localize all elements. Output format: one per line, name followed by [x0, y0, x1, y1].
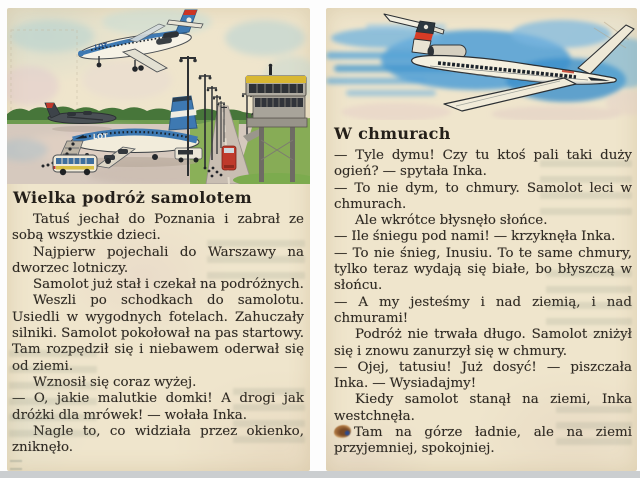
story-text-right [326, 148, 637, 458]
paragraph: — To nie śnieg, Inusiu. To te same chmury, tylko teraz wydają się białe, bo błyszczą w słońcu. [334, 245, 632, 294]
paragraph: — A my jesteśmy i nad ziemią, i nad chmurami! [334, 294, 632, 326]
story-title-left: Wielka podróż samolotem [13, 188, 252, 207]
paragraph: — O, jakie malutkie domki! A drogi jak dróżki dla mrówek! — wołała Inka. [12, 391, 304, 423]
page-right [326, 8, 637, 471]
paragraph: Samolot już stał i czekał na podróżnych. [33, 277, 304, 293]
minibus [53, 155, 97, 175]
jet-in-clouds-illustration [326, 8, 637, 120]
paragraph: Najpierw pojechali do Warszawy na dworzec lotniczy. [12, 244, 304, 276]
smudge-mark [10, 460, 22, 470]
page-left [7, 8, 310, 471]
story-text-left [7, 212, 310, 456]
scan-edge-strip [0, 471, 640, 478]
paragraph: Weszli po schodkach do samolotu. Usiedli w wygodnych fotelach. Zahuczały silniki. Samolot pokołował na pas startowy. Tam rozpędził się i niebawem oderwał się od ziemi. [12, 293, 304, 374]
paragraph: Tam na górze ładnie, ale na ziemi przyjemniej, spokojniej. [334, 425, 632, 457]
airport-illustration [7, 8, 310, 184]
paragraph: Ale wkrótce błysnęło słońce. [355, 213, 548, 229]
parked-plane-small [45, 103, 116, 132]
paragraph: Wznosił się coraz wyżej. [33, 374, 197, 390]
paragraph: Podróż nie trwała długo. Samolot zniżył się i znowu zanurzył się w chmury. [334, 327, 632, 359]
ink-smudge-icon [334, 425, 351, 438]
paragraph: — Ile śniegu pod nami! — krzyknęła Inka. [334, 229, 616, 245]
lot-logo-text: LOT [92, 132, 108, 141]
lot-logo-text: LOT [94, 42, 108, 51]
paragraph: Kiedy samolot stanął na ziemi, Inka westchnęła. [334, 392, 632, 424]
paragraph: Tatuś jechał do Poznania i zabrał ze sobą wszystkie dzieci. [12, 212, 304, 244]
paragraph: Nagle to, co widziała przez okienko, zniknęło. [12, 423, 304, 456]
red-bus [222, 146, 236, 170]
paragraph: — Tyle dymu! Czy tu ktoś pali taki duży ogień? — spytała Inka. [334, 148, 632, 180]
paragraph: — Ojej, tatusiu! Już dosyć! — piszczała Inka. — Wysiadajmy! [334, 359, 632, 392]
story-title-right: W chmurach [334, 124, 451, 143]
paragraph: — To nie dym, to chmury. Samolot leci w chmurach. [334, 180, 632, 212]
